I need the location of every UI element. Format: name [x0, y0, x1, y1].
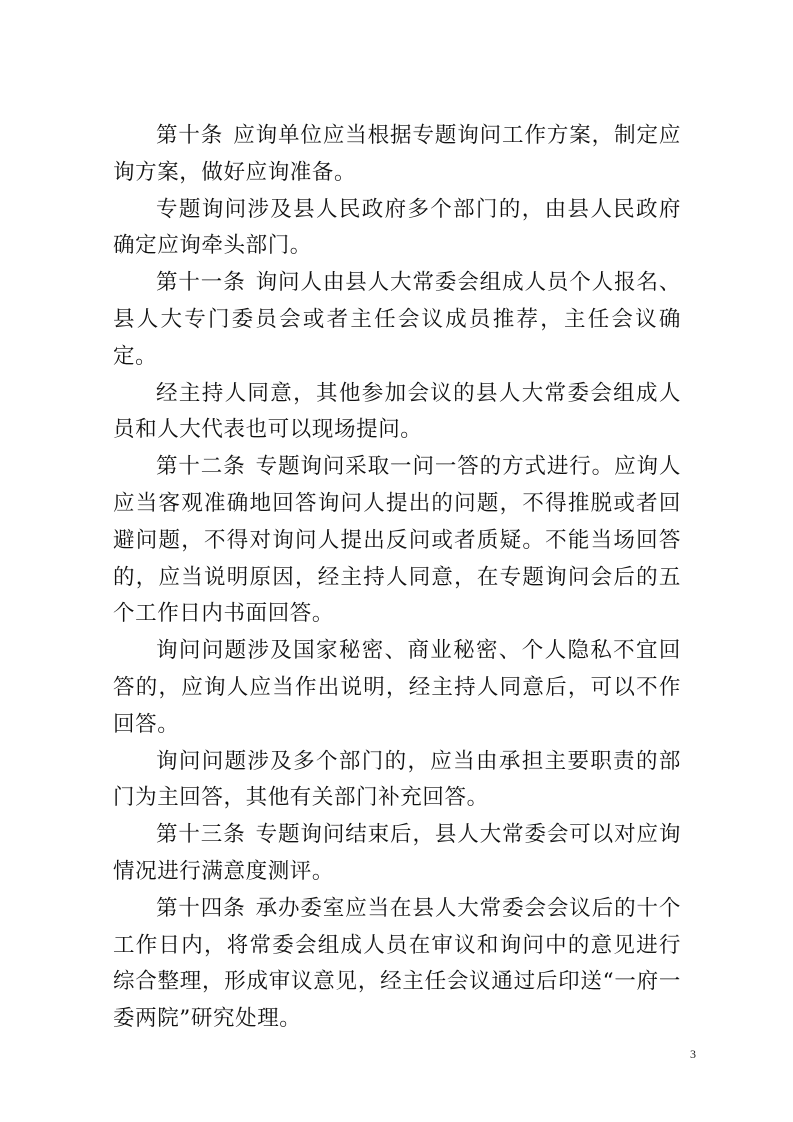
article-number: 第十一条	[156, 270, 246, 296]
paragraph-text: 承办委室应当在县人大常委会会议后的十个工作日内，将常委会组成人员在审议和询问中的意见进行综合整理，形成审议意见，经主任会议通过后印送“一府一委两院”研究处理。	[113, 895, 681, 1032]
article-number: 第十三条	[156, 822, 246, 848]
paragraph-text: 专题询问涉及县人民政府多个部门的，由县人民政府确定应询牵头部门。	[113, 196, 681, 259]
paragraph	[113, 376, 681, 450]
article-number: 第十二条	[156, 454, 246, 480]
paragraph	[113, 633, 681, 743]
document-body	[113, 118, 681, 1038]
paragraph-article-13	[113, 817, 681, 891]
paragraph-article-10	[113, 118, 681, 192]
paragraph-text: 询问人由县人大常委会组成人员个人报名、县人大专门委员会或者主任会议成员推荐，主任会议确定。	[113, 270, 681, 369]
article-number: 第十四条	[156, 895, 246, 921]
paragraph-text: 专题询问结束后，县人大常委会可以对应询情况进行满意度测评。	[113, 822, 681, 884]
paragraph-text: 专题询问采取一问一答的方式进行。应询人应当客观准确地回答询问人提出的问题，不得推脱或者回避问题，不得对询问人提出反问或者质疑。不能当场回答的，应当说明原因，经主持人同意，在专题询问会后的五个工作日内书面回答。	[113, 454, 681, 627]
paragraph-text: 经主持人同意，其他参加会议的县人大常委会组成人员和人大代表也可以现场提问。	[113, 380, 681, 443]
paragraph-article-11	[113, 265, 681, 375]
paragraph-article-14	[113, 891, 681, 1038]
paragraph-text: 应询单位应当根据专题询问工作方案，制定应询方案，做好应询准备。	[113, 123, 681, 185]
paragraph-article-12	[113, 449, 681, 633]
paragraph-text: 询问问题涉及多个部门的，应当由承担主要职责的部门为主回答，其他有关部门补充回答。	[113, 748, 681, 811]
paragraph	[113, 744, 681, 818]
page-number: 3	[690, 1047, 696, 1061]
paragraph-text: 询问问题涉及国家秘密、商业秘密、个人隐私不宜回答的，应询人应当作出说明，经主持人同意后，可以不作回答。	[113, 638, 681, 737]
article-number: 第十条	[156, 123, 224, 148]
paragraph	[113, 192, 681, 266]
